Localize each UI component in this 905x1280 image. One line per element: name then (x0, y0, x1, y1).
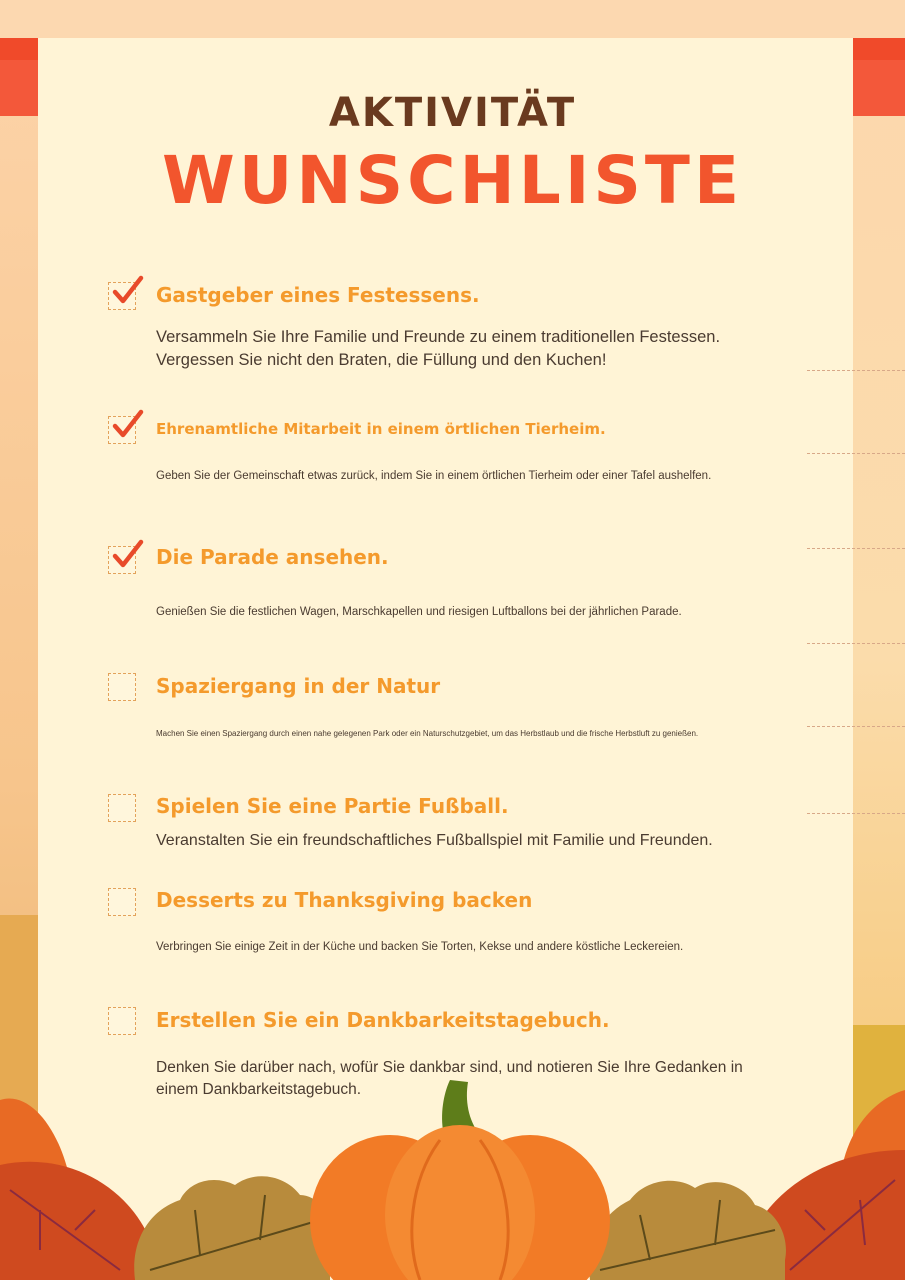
checkmark-icon (111, 275, 145, 309)
item-description: Versammeln Sie Ihre Familie und Freunde zu einem traditionellen Festessen. Vergessen Sie nicht den Braten, die Füllung und den Kuchen! (156, 328, 721, 370)
item-description: Denken Sie darüber nach, wofür Sie dankbar sind, und notieren Sie Ihre Gedanken in einem Dankbarkeitstagebuch. (156, 1059, 743, 1098)
checkmark-icon (111, 539, 145, 573)
checkbox[interactable] (108, 416, 136, 444)
page-title: WUNSCHLISTE (161, 142, 744, 219)
item-description: Machen Sie einen Spaziergang durch einen nahe gelegenen Park oder ein Naturschutzgebiet, um das Herbstlaub und die frische Herbstluft zu genießen. (156, 729, 699, 738)
oak-leaf-icon (134, 1176, 331, 1280)
checkbox[interactable] (108, 1007, 136, 1035)
checkbox[interactable] (108, 888, 136, 916)
divider (807, 370, 905, 371)
checkbox[interactable] (108, 282, 136, 310)
title-line-1: AKTIVITÄT (328, 90, 577, 136)
item-heading: Die Parade ansehen. (156, 545, 389, 569)
item-description: Verbringen Sie einige Zeit in der Küche und backen Sie Torten, Kekse und andere köstliche Leckereien. (156, 941, 684, 953)
checkbox[interactable] (108, 794, 136, 822)
divider (807, 643, 905, 644)
item-heading: Ehrenamtliche Mitarbeit in einem örtlichen Tierheim. (156, 420, 606, 438)
item-heading: Erstellen Sie ein Dankbarkeitstagebuch. (156, 1008, 610, 1032)
item-heading: Desserts zu Thanksgiving backen (156, 888, 533, 912)
divider (807, 453, 905, 454)
item-heading: Spaziergang in der Natur (156, 674, 441, 698)
item-description: Geben Sie der Gemeinschaft etwas zurück, indem Sie in einem örtlichen Tierheim oder einer Tafel aushelfen. (156, 470, 712, 482)
divider (807, 726, 905, 727)
checkmark-icon (111, 409, 145, 443)
item-description: Veranstalten Sie ein freundschaftliches Fußballspiel mit Familie und Freunden. (156, 832, 713, 849)
leaf-icon (0, 1162, 150, 1280)
background-top (0, 0, 905, 38)
item-heading: Spielen Sie eine Partie Fußball. (156, 794, 509, 818)
autumn-decoration (0, 1070, 905, 1280)
divider (807, 548, 905, 549)
divider (807, 813, 905, 814)
item-description: Genießen Sie die festlichen Wagen, Marschkapellen und riesigen Luftballons bei der jährlichen Parade. (156, 606, 682, 618)
checkbox[interactable] (108, 546, 136, 574)
item-heading: Gastgeber eines Festessens. (156, 283, 480, 307)
checkbox[interactable] (108, 673, 136, 701)
